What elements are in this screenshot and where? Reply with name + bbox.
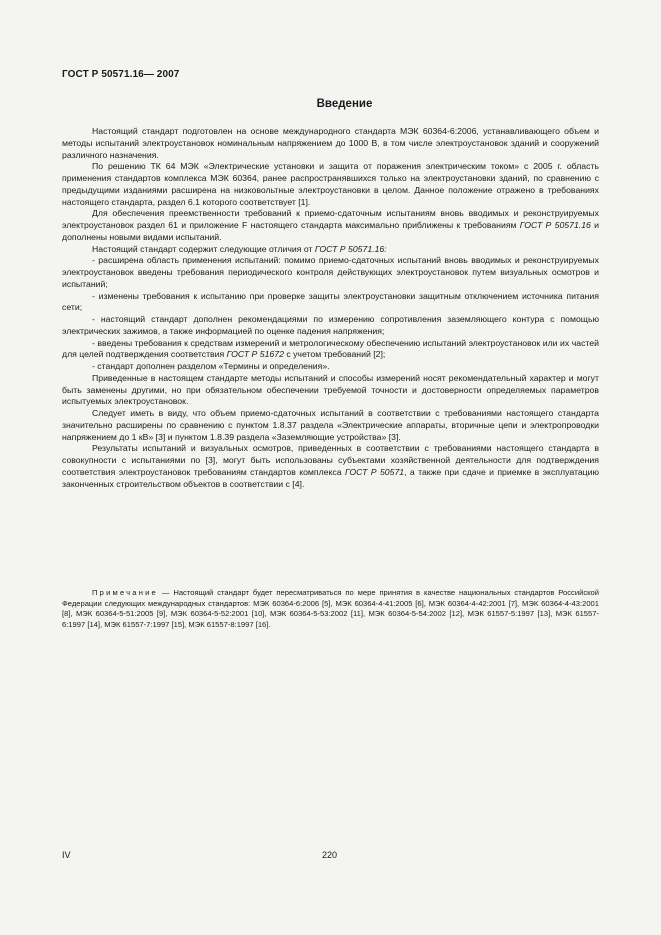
paragraph <box>62 208 599 243</box>
paragraph: Приведенные в настоящем стандарте методы испытаний и способы измерений носят рекомендательный характер и могут быть заменены другими, но при обязательном обеспечении требуемой точности и достоверности определяемых параметров испытуемых электроустановок. <box>62 372 599 407</box>
paragraph: По решению ТК 64 МЭК «Электрические установки и защита от поражения электрическим током» с 2005 г. область применения стандартов комплекса МЭК 60364, ранее распространявшихся только на электроустановки зданий, по сравнению с предыдущими изданиями расширена на низковольтные электроустановки в целом. Данное положение отражено в требованиях настоящего стандарта, раздел 6.1 которого соответствует [1]. <box>62 161 599 207</box>
paragraph: Настоящий стандарт подготовлен на основе международного стандарта МЭК 60364-6:2006, устанавливающего объем и методы испытаний электроустановок номинальным напряжением до 1000 В, в том числе электроустановок зданий и сооружений различного назначения. <box>62 126 599 160</box>
page-number: 220 <box>322 850 338 860</box>
text-span: Результаты испытаний и визуальных осмотров, приведенных в соответствии с требованиями настоящего стандарта в совокупности с испытаниями по [3], могут быть использованы субъектами хозяйственной деятельности для подтверждения соответствия электроустановок требованиям стандартов комплекса <box>62 443 599 477</box>
roman-page-number: IV <box>62 850 71 860</box>
standard-reference: ГОСТ Р 50571.16 <box>519 220 591 230</box>
text-span: Настоящий стандарт содержит следующие отличия от <box>92 243 315 254</box>
note-label: Примечание <box>92 588 158 597</box>
text-span: и дополнены новыми видами испытаний. <box>62 220 600 242</box>
note-text: — Настоящий стандарт будет пересматриваться по мере принятия в качестве национальных стандартов Российской Федерации следующих международных стандартов: МЭК 60364-6:2006 [5], МЭК 60364-4-41:2005 [6], МЭК 60364-4-42:2001 [7], МЭК 60364-4-43:2001 [8], МЭК 60364-5-51:2005 [9], МЭК 60364-5-52:2001 [10], МЭК 60364-5-53:2002 [11], МЭК 60364-5-54:2002 [12], МЭК 61557-5:1997 [13], МЭК 61557-6:1997 [14], МЭК 61557-7:1997 [15], МЭК 61557-8:1997 [16]. <box>62 588 599 629</box>
paragraph <box>62 443 599 490</box>
document-code: ГОСТ Р 50571.16— 2007 <box>62 69 180 80</box>
text-span: , а также при сдаче и приемке в эксплуатацию законченных строительством объектов в соответствии с [4]. <box>62 466 600 489</box>
introduction-body <box>62 126 599 490</box>
paragraph: Следует иметь в виду, что объем приемо-сдаточных испытаний в соответствии с требованиями настоящего стандарта значительно расширены по сравнению с пунктом 1.8.37 раздела «Электрические аппараты, вторичные цепи и электропроводки напряжением до 1 кВ» [3] и пунктом 1.8.39 раздела «Заземляющие устройства» [3]. <box>62 408 599 442</box>
note-paragraph <box>62 588 599 630</box>
list-item: - стандарт дополнен разделом «Термины и определения». <box>92 361 330 371</box>
list-item: - расширена область применения испытаний: помимо приемо-сдаточных испытаний вновь вводимых и реконструируемых электроустановок введены требования периодического контроля действующих электроустановок путем визуальных осмотров и испытаний; <box>62 255 599 289</box>
text-span: - введены требования к средствам измерений и метрологическому обеспечению испытаний электроустановок или их частей для целей подтверждения соответствия <box>62 337 599 360</box>
list-item: - изменены требования к испытанию при проверке защиты электроустановки защитным отключением источника питания сети; <box>62 290 599 313</box>
text-span: с учетом требований [2]; <box>283 349 386 360</box>
note-block <box>62 588 599 630</box>
standard-reference: ГОСТ Р 51672 <box>226 349 284 360</box>
standard-reference: ГОСТ Р 50571 <box>344 466 405 477</box>
list-item <box>62 338 599 362</box>
section-title: Введение <box>316 98 373 110</box>
text-span: Для обеспечения преемственности требований к приемо-сдаточным испытаниям вновь вводимых и реконструируемых электроустановок раздел 61 и приложение F настоящего стандарта максимально приближены к требованиям <box>62 208 599 230</box>
list-item: - настоящий стандарт дополнен рекомендациями по измерению сопротивления заземляющего контура с помощью электрических зажимов, а также информацией по оценке падения напряжения; <box>62 314 599 336</box>
standard-reference: ГОСТ Р 50571.16: <box>314 243 387 254</box>
paragraph <box>62 244 599 256</box>
